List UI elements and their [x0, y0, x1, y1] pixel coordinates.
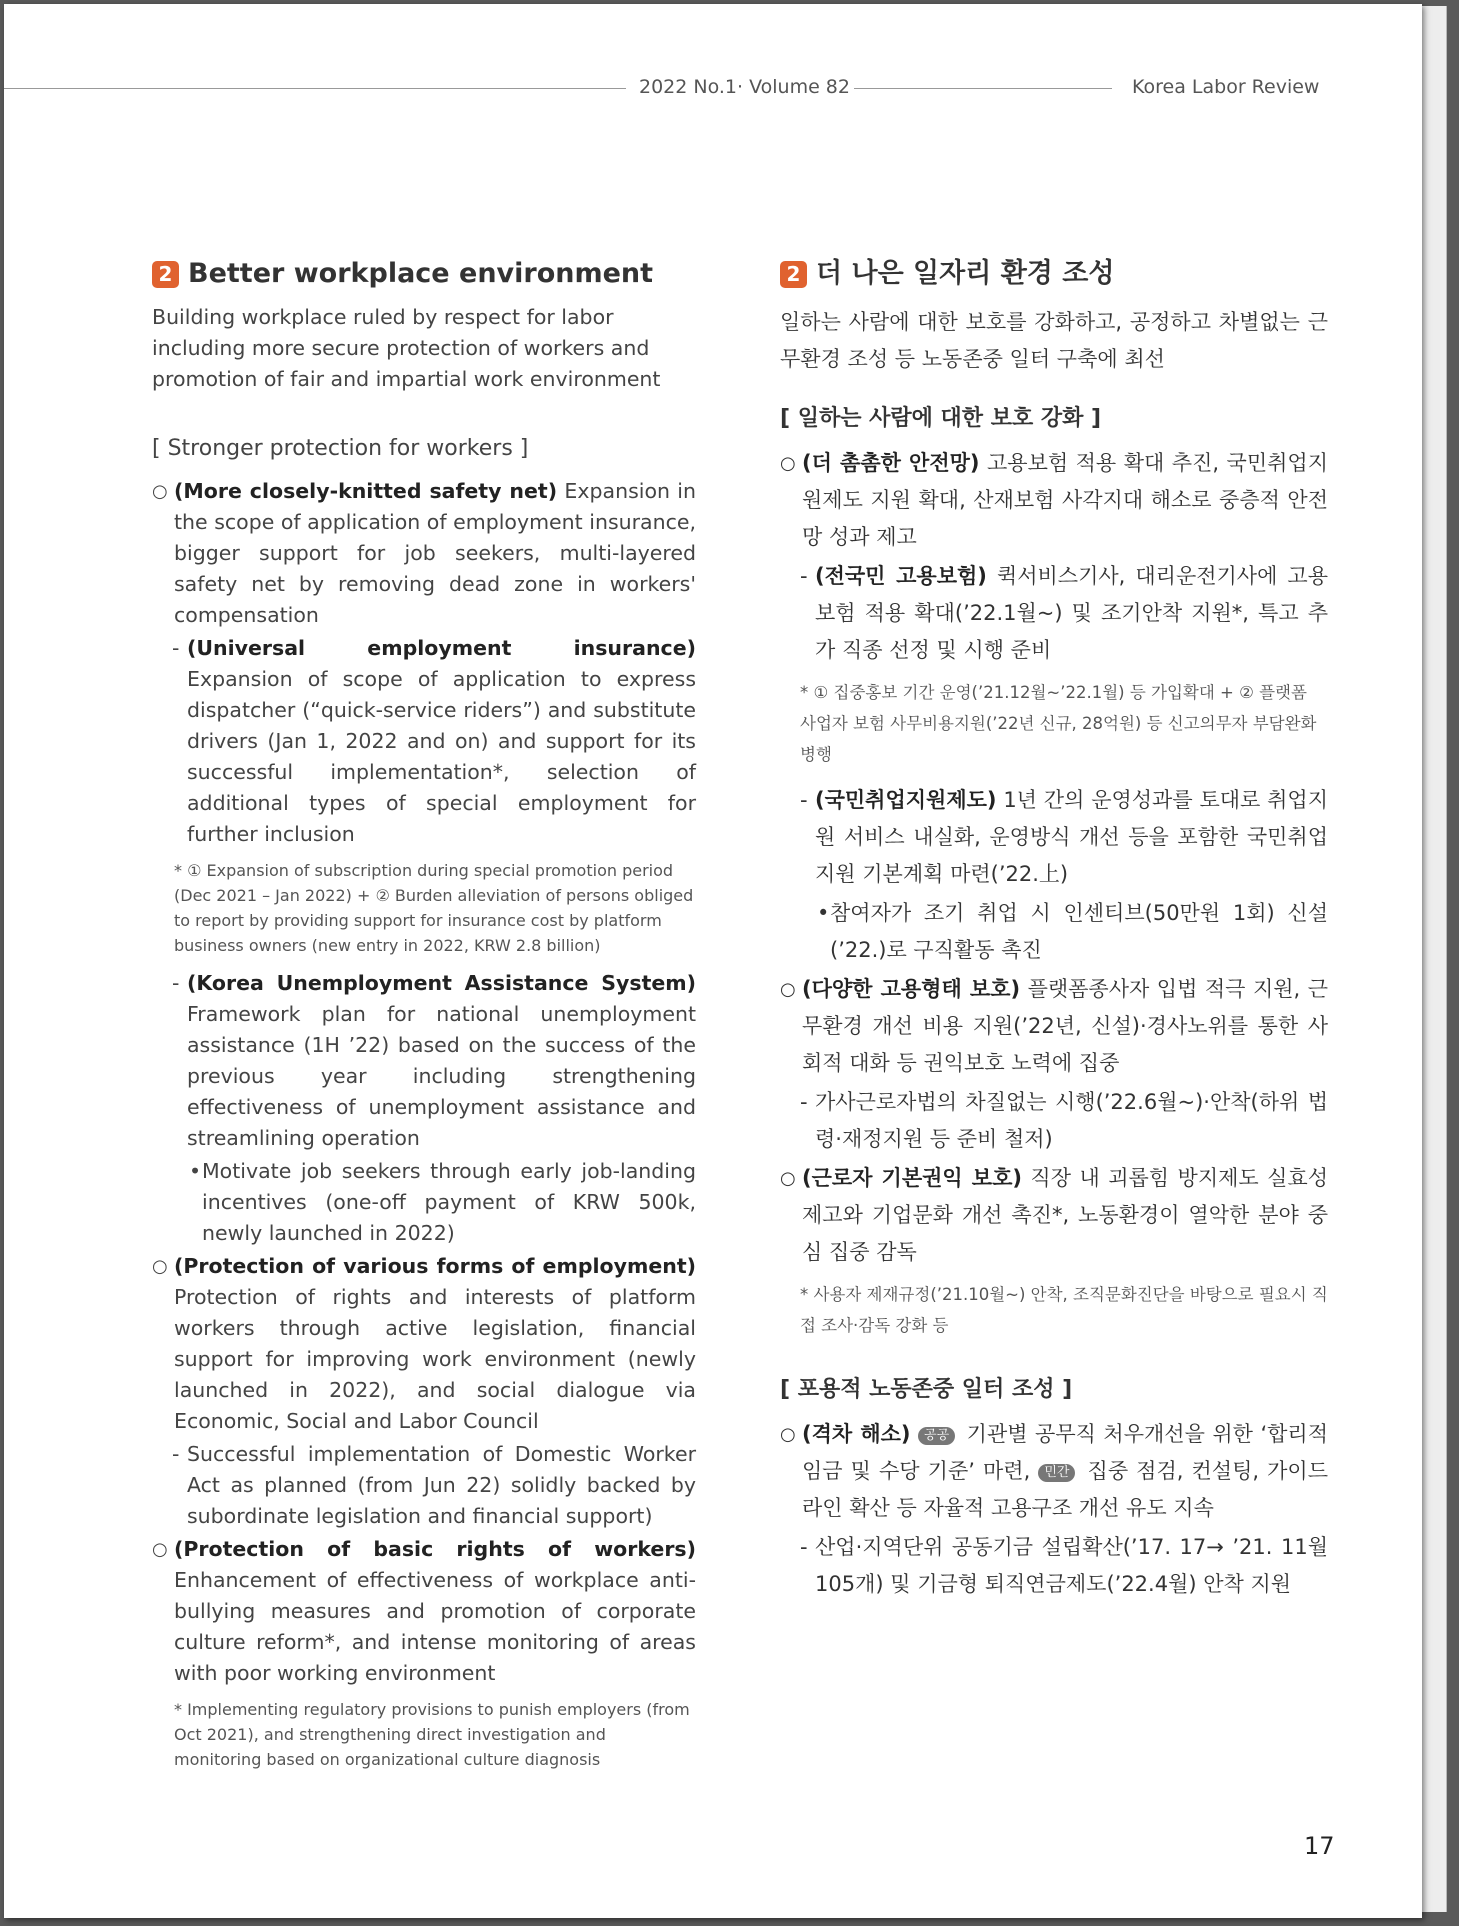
header-rule-left: [4, 88, 626, 89]
item-text: Protection of rights and interests of platform workers through active legislation, financial support for improving work environment (newly launched in 2022), and social dialogue via Economic, Social and Labor Council: [174, 1285, 696, 1433]
item-safety-net-en: [152, 476, 696, 631]
sub-heading-ko-1: [ 일하는 사람에 대한 보호 강화 ]: [780, 406, 1102, 431]
item-basic-rights-en: [152, 1534, 696, 1689]
item-heading: (전국민 고용보험): [815, 564, 987, 588]
sub-heading-en: [ Stronger protection for workers ]: [152, 436, 529, 461]
section-intro-ko: 일하는 사람에 대한 보호를 강화하고, 공정하고 차별없는 근무환경 조성 등 노동존중 일터 구축에 최선: [780, 310, 1328, 371]
section-number-badge: 2: [780, 261, 807, 288]
item-unemployment-assistance-en: [152, 968, 696, 1154]
item-text: Enhancement of effectiveness of workplace anti-bullying measures and promotion of corporate culture reform*, and intense monitoring of areas with poor working environment: [174, 1568, 696, 1685]
item-text: 직장 내 괴롭힘 방지제도 실효성 제고와 기업문화 개선 촉진*, 노동환경이 열악한 분야 중심 집중 감독: [802, 1166, 1328, 1264]
item-safety-net-ko: [780, 445, 1328, 556]
sub-heading-ko-2: [ 포용적 노동존중 일터 조성 ]: [780, 1377, 1073, 1402]
item-heading: (격차 해소): [802, 1422, 911, 1446]
header-rule-middle: [854, 88, 1112, 89]
item-heading: (국민취업지원제도): [815, 788, 997, 812]
document-page: [4, 4, 1422, 1918]
item-text: 고용보험 적용 확대 추진, 국민취업지원제도 지원 확대, 산재보험 사각지대 해소로 중층적 안전망 성과 제고: [802, 451, 1328, 549]
section-number-badge: 2: [152, 261, 179, 288]
item-heading: (다양한 고용형태 보호): [802, 977, 1021, 1001]
public-sector-tag: 공공: [918, 1427, 955, 1445]
item-text: 1년 간의 운영성과를 토대로 취업지원 서비스 내실화, 운영방식 개선 등을 포함한 국민취업지원 기본계획 마련(’22.上): [815, 788, 1328, 886]
item-heading: (Protection of basic rights of workers): [174, 1537, 696, 1561]
item-text: Expansion of scope of application to express dispatcher (“quick-service riders”) and substitute drivers (Jan 1, 2022 and on) and support for its successful implementation*, selection of additional types of special employment for further inclusion: [187, 667, 696, 846]
item-heading: (More closely-knitted safety net): [174, 479, 558, 503]
item-heading: (Universal employment insurance): [187, 636, 696, 660]
item-unemployment-assistance-ko: [780, 782, 1328, 893]
bullet-incentive-ko: • 참여자가 조기 취업 시 인센티브(50만원 1회) 신설(’22.)로 구직활동 촉진: [780, 895, 1328, 969]
item-heading: (Korea Unemployment Assistance System): [187, 971, 696, 995]
item-domestic-worker-ko: - 가사근로자법의 차질없는 시행(’22.6월~)·안착(하위 법령·재정지원 등 준비 철저): [780, 1084, 1328, 1158]
item-text: Expansion in the scope of application of employment insurance, bigger support for job seekers, multi-layered safety net by removing dead zone in workers' compensation: [174, 479, 696, 627]
header-issue: 2022 No.1· Volume 82: [639, 76, 850, 98]
item-domestic-worker-en: - Successful implementation of Domestic Worker Act as planned (from Jun 22) solidly backed by subordinate legislation and financial support): [152, 1439, 696, 1532]
private-sector-tag: 민간: [1038, 1464, 1075, 1482]
footnote-en-1: * ① Expansion of subscription during special promotion period (Dec 2021 – Jan 2022) + ② Burden alleviation of persons obliged to report by providing support for insurance cost by platform business owners (new entry in 2022, KRW 2.8 billion): [174, 861, 694, 955]
item-joint-fund-ko: - 산업·지역단위 공동기금 설립확산(’17. 17→ ’21. 11월 105개) 및 기금형 퇴직연금제도(’22.4월) 안착 지원: [780, 1529, 1328, 1603]
section-title-text: Better workplace environment: [188, 258, 654, 289]
item-text: 집중 점검, 컨설팅, 가이드라인 확산 등 자율적 고용구조 개선 유도 지속: [802, 1459, 1328, 1520]
english-column: [152, 256, 696, 1772]
page-number: 17: [1304, 1832, 1335, 1860]
footnote-ko-1: * ① 집중홍보 기간 운영(’21.12월~’22.1월) 등 가입확대 + ② 플랫폼 사업자 보험 사무비용지원(’22년 신규, 28억원) 등 신고의무자 부담완화 병행: [800, 683, 1317, 764]
footnote-ko-3: * 사용자 제재규정(’21.10월~) 안착, 조직문화진단을 바탕으로 필요시 직접 조사·감독 강화 등: [800, 1285, 1328, 1335]
item-forms-of-employment-en: [152, 1251, 696, 1437]
item-text: Framework plan for national unemployment assistance (1H ’22) based on the success of the previous year including strengthening effectiveness of unemployment assistance and streamlining operation: [187, 1002, 696, 1150]
header-journal: Korea Labor Review: [1132, 76, 1320, 98]
korean-column: [780, 256, 1328, 1603]
item-forms-of-employment-ko: [780, 971, 1328, 1082]
footnote-en-3: * Implementing regulatory provisions to punish employers (from Oct 2021), and strengthening direct investigation and monitoring based on organizational culture diagnosis: [174, 1700, 690, 1769]
item-text: 퀵서비스기사, 대리운전기사에 고용보험 적용 확대(’22.1월~) 및 조기안착 지원*, 특고 추가 직종 선정 및 시행 준비: [815, 564, 1328, 662]
item-employment-insurance-ko: [780, 558, 1328, 669]
section-title-text: 더 나은 일자리 환경 조성: [816, 258, 1115, 289]
section-intro-en: Building workplace ruled by respect for labor including more secure protection of workers and promotion of fair and impartial work environment: [152, 305, 661, 391]
item-heading: (Protection of various forms of employment): [174, 1254, 696, 1278]
item-text: 기관별 공무직 처우개선을 위한 ‘합리적 임금 및 수당 기준’ 마련,: [802, 1422, 1328, 1483]
item-text: 플랫폼종사자 입법 적극 지원, 근무환경 개선 비용 지원(’22년, 신설)·경사노위를 통한 사회적 대화 등 권익보호 노력에 집중: [802, 977, 1328, 1075]
item-heading: (근로자 기본권익 보호): [802, 1166, 1022, 1190]
bullet-incentive-en: • Motivate job seekers through early job-landing incentives (one-off payment of KRW 500k, newly launched in 2022): [152, 1156, 696, 1249]
section-title-en: [152, 256, 696, 292]
item-employment-insurance-en: [152, 633, 696, 850]
section-title-ko: [780, 256, 1328, 292]
item-basic-rights-ko: [780, 1160, 1328, 1271]
item-heading: (더 촘촘한 안전망): [802, 451, 980, 475]
item-gap-closing-ko: [780, 1416, 1328, 1527]
